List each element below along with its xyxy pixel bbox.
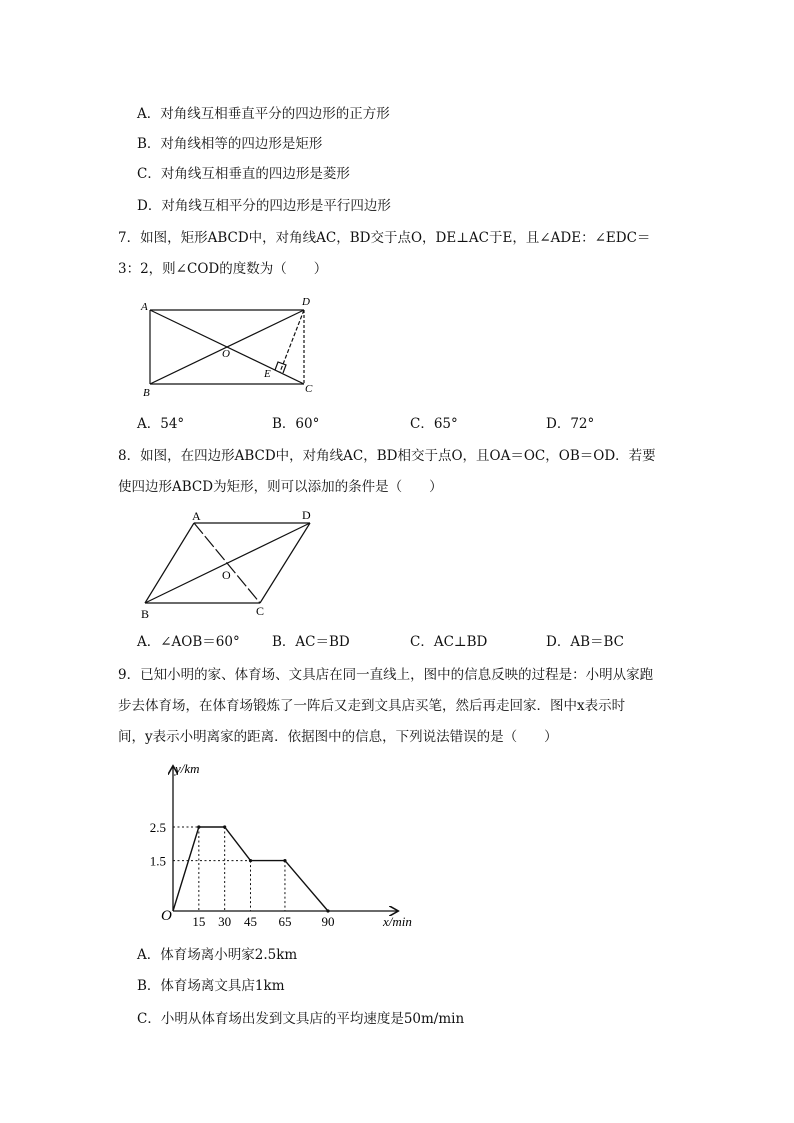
q9-stem-line2: 步去体育场，在体育场锻炼了一阵后又走到文具店买笔，然后再走回家．图中x表示时: [118, 698, 626, 714]
q7-option-d: D．72°: [546, 416, 595, 432]
q6-option-a: A．对角线互相垂直平分的四边形的正方形: [137, 106, 390, 122]
x-axis-label: x/min: [383, 914, 412, 929]
data-point: [249, 859, 252, 862]
q8-option-d: D．AB＝BC: [546, 634, 624, 650]
q6-option-c: C．对角线互相垂直的四边形是菱形: [137, 166, 350, 182]
origin-label: O: [161, 908, 172, 924]
x-tick-label: 30: [218, 914, 232, 929]
q7-option-c: C．65°: [410, 416, 458, 432]
y-axis-label: y/km: [175, 761, 200, 776]
y-tick-label: 1.5: [149, 853, 166, 869]
q8-stem-line1: 8．如图，在四边形ABCD中，对角线AC，BD相交于点O，且OA＝OC，OB＝OD．若要: [118, 448, 656, 464]
q9-option-a: A．体育场离小明家2.5km: [137, 947, 298, 963]
q8-label-b: B: [141, 607, 150, 621]
q7-label-d: D: [302, 296, 310, 308]
q8-label-d: D: [302, 508, 311, 522]
data-point: [326, 909, 329, 912]
q7-stem-line1: 7．如图，矩形ABCD中，对角线AC，BD交于点O，DE⊥AC于E，且∠ADE：∠EDC＝: [118, 230, 651, 246]
q9-stem-line1: 9．已知小明的家、体育场、文具店在同一直线上，图中的信息反映的过程是：小明从家跑: [118, 667, 654, 683]
y-tick-label: 2.5: [149, 820, 166, 835]
q9-distance-time-chart: [135, 755, 425, 935]
q7-stem-line2: 3：2，则∠COD的度数为（ ）: [118, 261, 328, 277]
data-point: [223, 825, 226, 828]
q8-label-c: C: [256, 604, 265, 618]
q8-option-a: A．∠AOB＝60°: [137, 634, 240, 650]
q8-option-c: C．AC⊥BD: [410, 634, 488, 650]
q7-option-b: B．60°: [272, 416, 320, 432]
q8-label-a: A: [192, 509, 201, 523]
x-tick-label: 65: [278, 914, 292, 929]
q7-label-a: A: [141, 301, 148, 313]
q8-figure: [138, 505, 328, 625]
q8-option-b: B．AC＝BD: [272, 634, 350, 650]
q6-option-d: D．对角线互相平分的四边形是平行四边形: [137, 198, 391, 214]
x-tick-label: 15: [192, 914, 206, 929]
q8-label-o: O: [222, 568, 231, 582]
q9-stem-line3: 间，y表示小明离家的距离．依据图中的信息，下列说法错误的是（ ）: [118, 729, 558, 745]
x-tick-label: 45: [244, 914, 257, 929]
q7-label-o: O: [222, 348, 230, 360]
q7-label-e: E: [264, 368, 271, 380]
q7-label-b: B: [143, 387, 150, 399]
data-point: [197, 825, 200, 828]
q8-stem-line2: 使四边形ABCD为矩形，则可以添加的条件是（ ）: [118, 479, 443, 495]
q9-option-b: B．体育场离文具店1km: [137, 978, 285, 994]
q9-option-c: C．小明从体育场出发到文具店的平均速度是50m/min: [137, 1011, 465, 1027]
q7-option-a: A．54°: [137, 416, 185, 432]
q6-option-b: B．对角线相等的四边形是矩形: [137, 136, 323, 152]
data-point: [283, 859, 286, 862]
x-tick-label: 90: [321, 914, 335, 929]
q7-label-c: C: [305, 383, 313, 395]
q7-figure: [138, 290, 328, 405]
